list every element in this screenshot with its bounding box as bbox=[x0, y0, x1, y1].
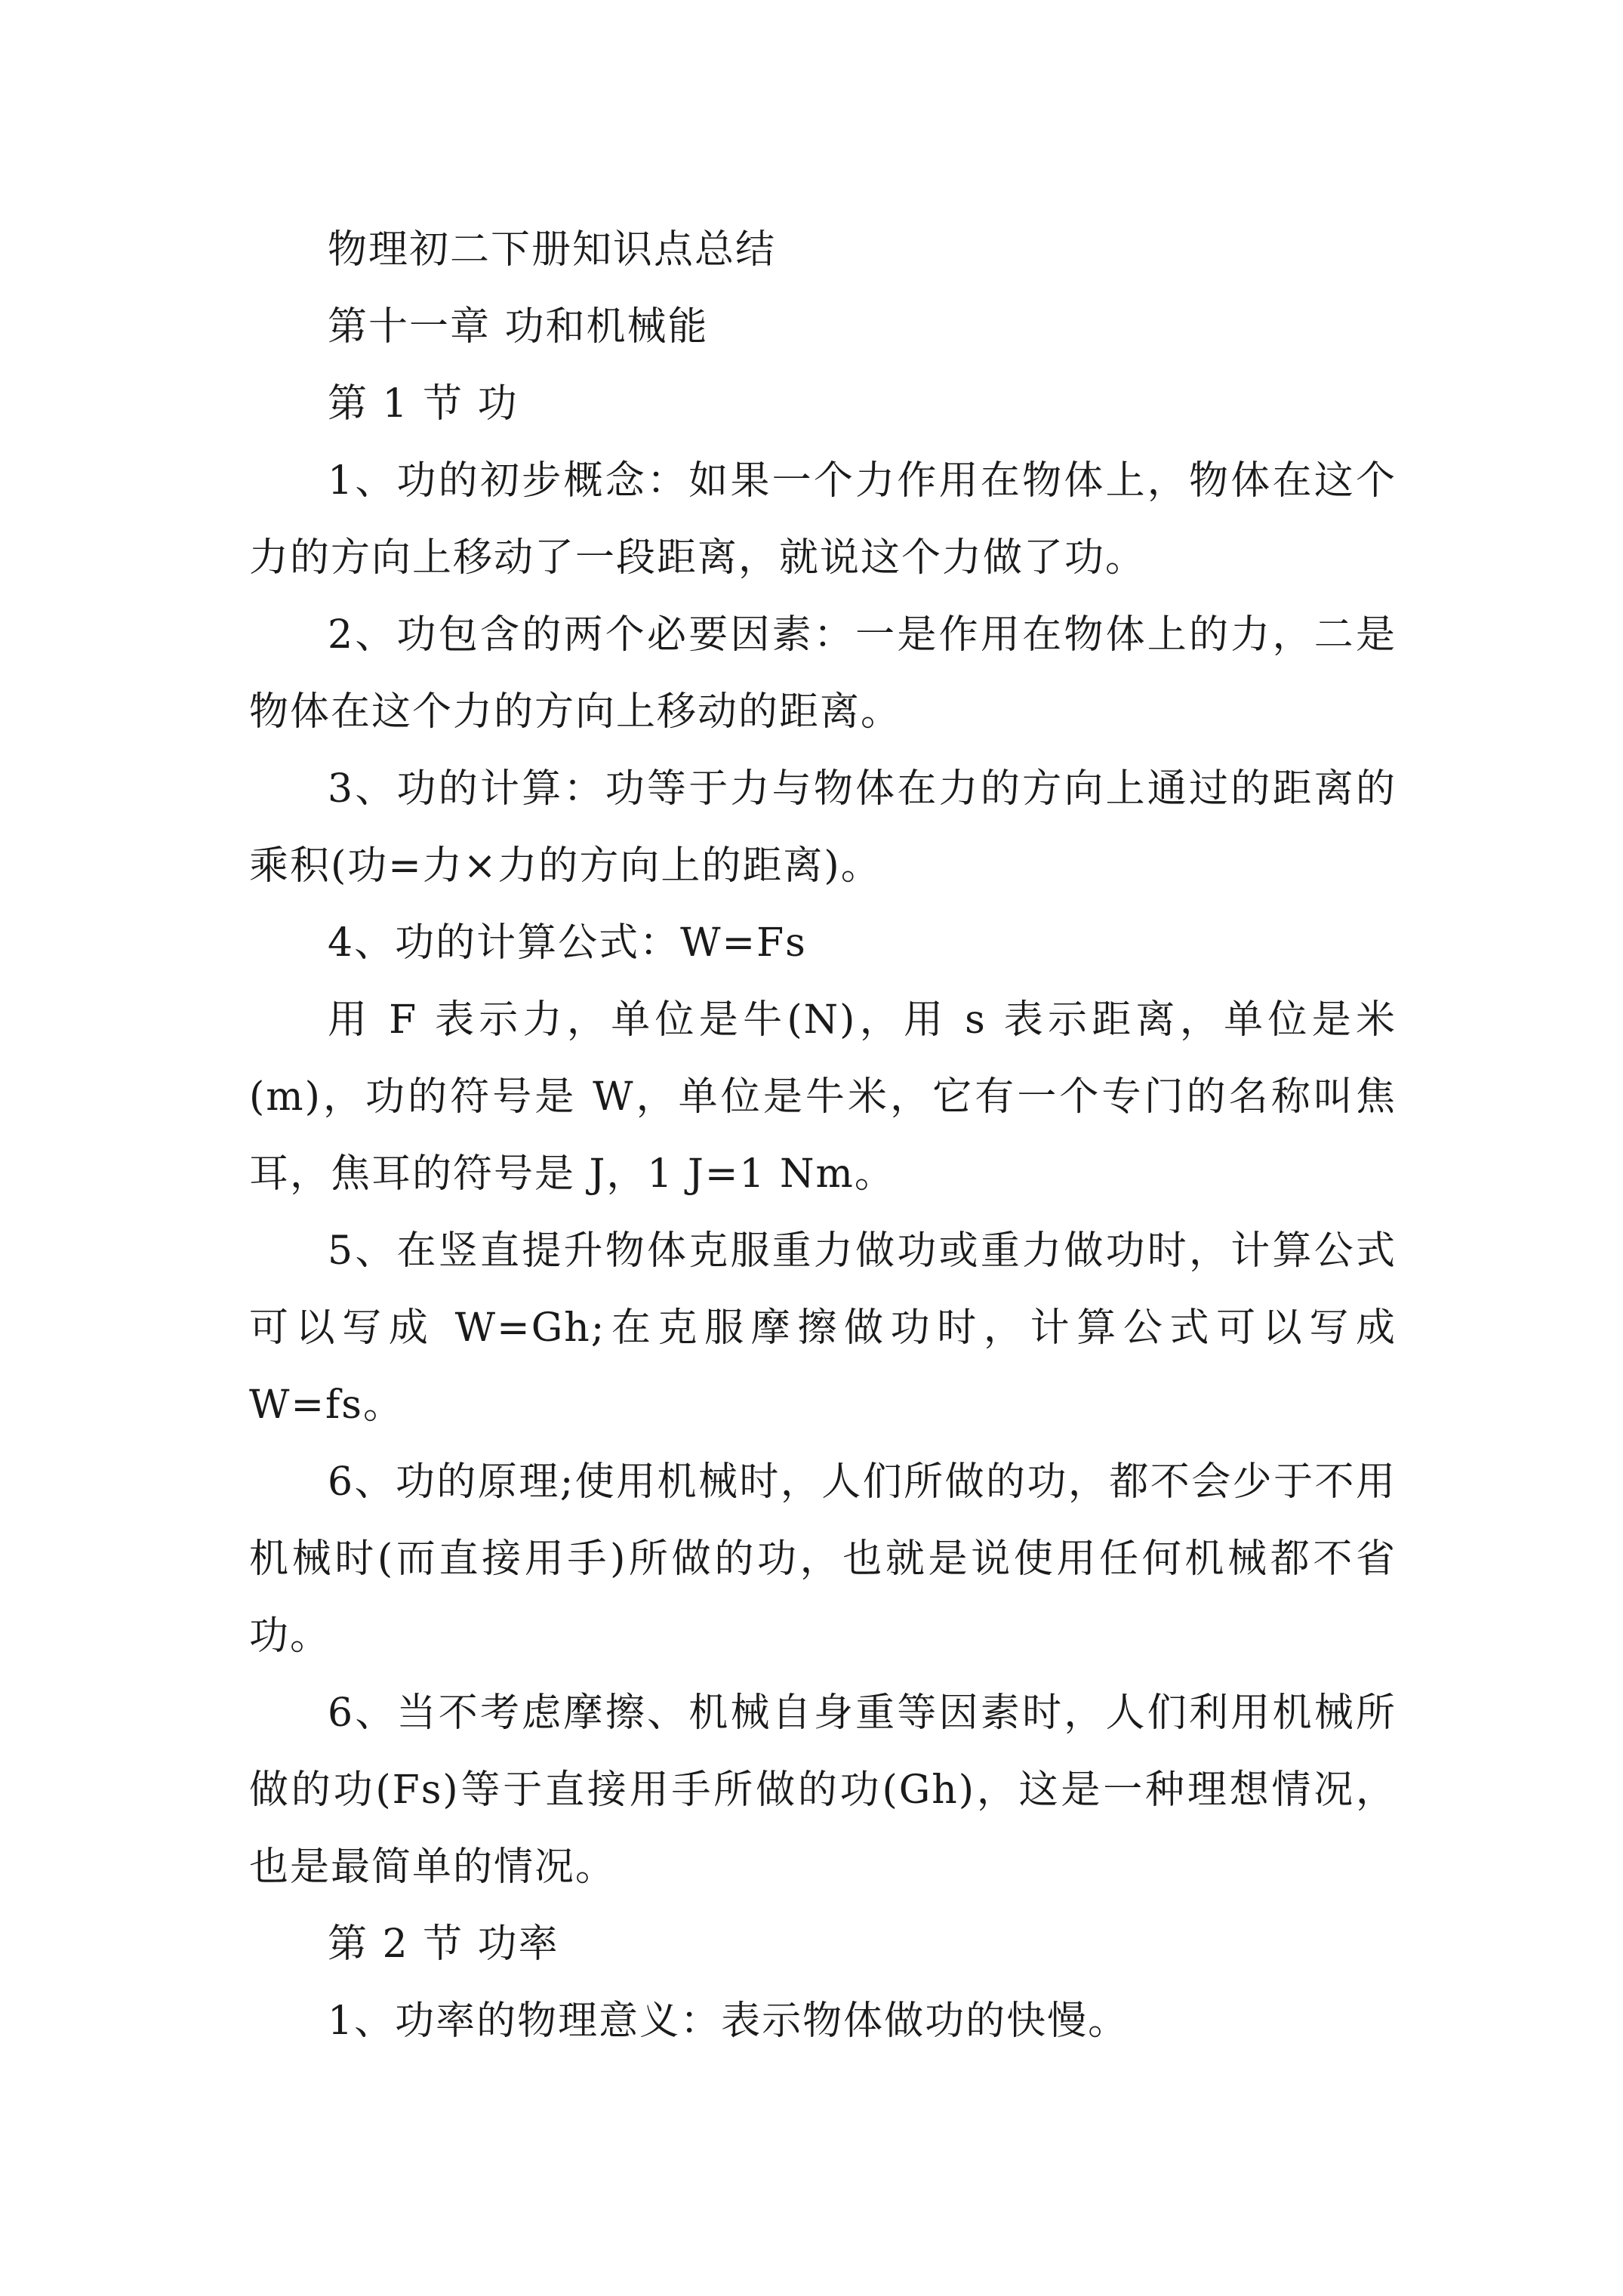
paragraph: 5、在竖直提升物体克服重力做功或重力做功时，计算公式可以写成 W=Gh;在克服摩擦做功时，计算公式可以写成 W=fs。 bbox=[249, 1228, 1397, 1428]
chapter-heading: 第十一章 功和机械能 bbox=[328, 304, 709, 350]
paragraph: 3、功的计算：功等于力与物体在力的方向上通过的距离的乘积(功=力×力的方向上的距离)。 bbox=[249, 766, 1397, 889]
paragraph: 2、功包含的两个必要因素：一是作用在物体上的力，二是物体在这个力的方向上移动的距离。 bbox=[249, 612, 1397, 735]
paragraph: 4、功的计算公式：W=Fs bbox=[328, 920, 807, 966]
paragraph: 1、功的初步概念：如果一个力作用在物体上，物体在这个力的方向上移动了一段距离，就说这个力做了功。 bbox=[249, 458, 1397, 581]
section-heading: 第 1 节 功 bbox=[328, 381, 519, 427]
paragraph: 6、功的原理;使用机械时，人们所做的功，都不会少于不用机械时(而直接用手)所做的功，也就是说使用任何机械都不省功。 bbox=[249, 1459, 1397, 1659]
paragraph: 6、当不考虑摩擦、机械自身重等因素时，人们利用机械所做的功(Fs)等于直接用手所做的功(Gh)，这是一种理想情况，也是最简单的情况。 bbox=[249, 1690, 1397, 1890]
paragraph: 1、功率的物理意义：表示物体做功的快慢。 bbox=[328, 1999, 1129, 2044]
section-heading: 第 2 节 功率 bbox=[328, 1922, 559, 1967]
document-title: 物理初二下册知识点总结 bbox=[328, 227, 777, 273]
paragraph: 用 F 表示力，单位是牛(N)，用 s 表示距离，单位是米(m)，功的符号是 W，单位是牛米，它有一个专门的名称叫焦耳，焦耳的符号是 J，1 J=1 Nm。 bbox=[249, 997, 1397, 1197]
document-body bbox=[249, 211, 1397, 2060]
